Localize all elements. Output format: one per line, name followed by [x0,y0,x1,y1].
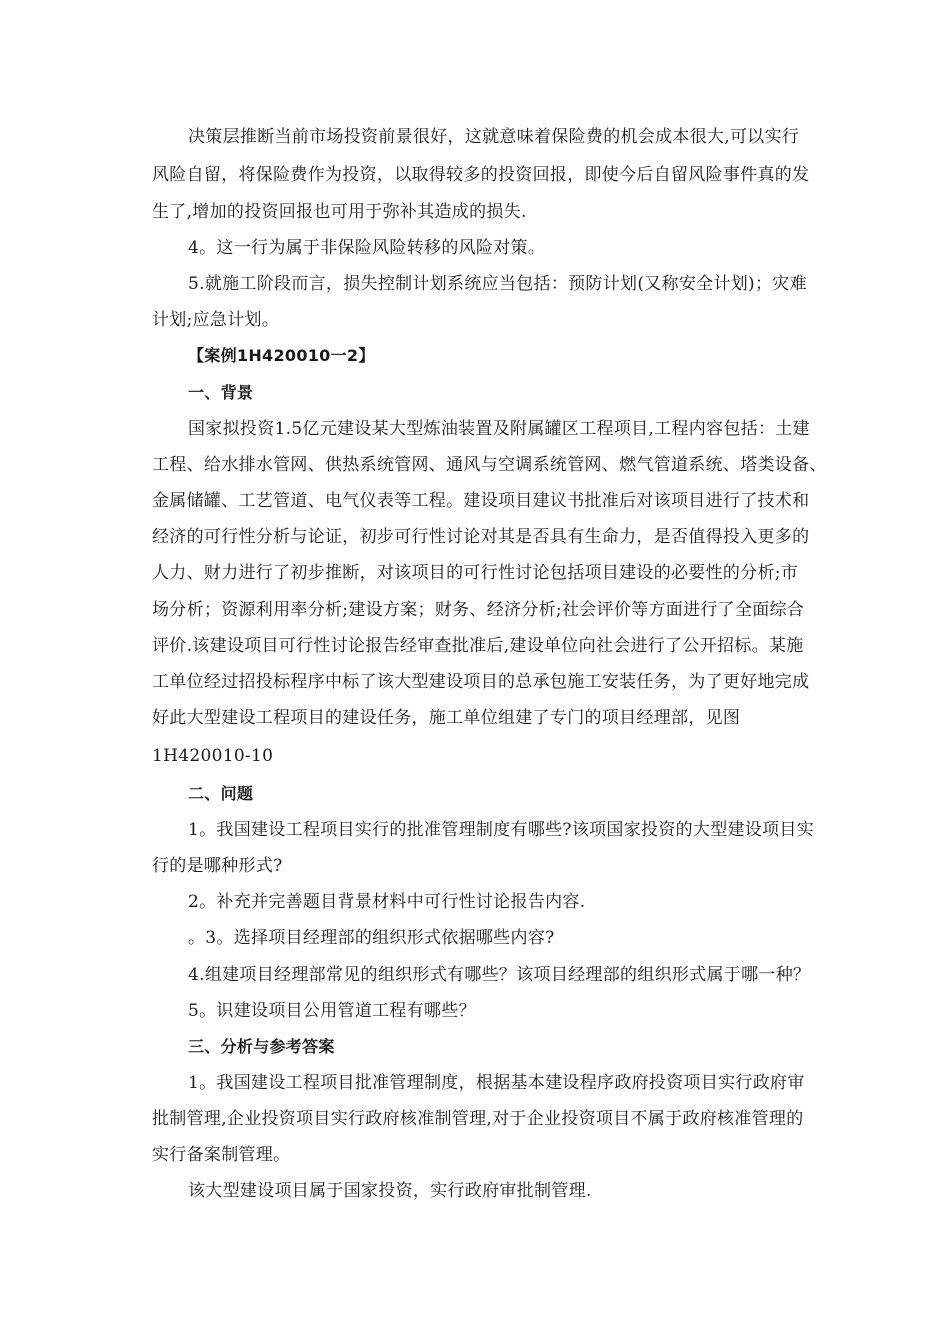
question-line: 行的是哪种形式? [152,856,283,876]
question-line: 5。识建设项目公用管道工程有哪些？ [188,1001,476,1021]
paragraph-line: 场分析；资源利用率分析;建设方案；财务、经济分析;社会评价等方面进行了全面综合 [152,600,805,620]
question-line: 1。我国建设工程项目实行的批准管理制度有哪些?该项国家投资的大型建设项目实 [188,820,815,840]
case-title: 【案例1H420010一2】 [188,346,375,365]
question-line: 4.组建项目经理部常见的组织形式有哪些？该项目经理部的组织形式属于哪一种？ [188,965,811,985]
answer-line: 1。我国建设工程项目批准管理制度，根据基本建设程序政府投资项目实行政府审 [188,1073,805,1093]
question-line: 2。补充并完善题目背景材料中可行性讨论报告内容. [188,892,586,912]
section-heading: 一、背景 [188,383,254,402]
paragraph-line: 国家拟投资1.5亿元建设某大型炼油装置及附属罐区工程项目,工程内容包括：土建 [188,419,810,439]
paragraph-line: 经济的可行性分析与论证，初步可行性讨论对其是否具有生命力，是否值得投入更多的 [152,527,810,547]
paragraph-line: 1H420010-10 [152,746,274,766]
paragraph-line: 工程、给水排水管网、供热系统管网、通风与空调系统管网、燃气管道系统、塔类设备、 [152,455,827,475]
answer-line: 批制管理,企业投资项目实行政府核准制管理,对于企业投资项目不属于政府核准管理的 [152,1109,804,1129]
paragraph-line: 好此大型建设工程项目的建设任务，施工单位组建了专门的项目经理部，见图 [152,708,741,728]
answer-line: 该大型建设项目属于国家投资，实行政府审批制管理. [188,1181,592,1201]
paragraph-line: 人力、财力进行了初步推断，对该项目的可行性讨论包括项目建设的必要性的分析;市 [152,563,799,583]
paragraph-line: 金属储罐、工艺管道、电气仪表等工程。建设项目建议书批准后对该项目进行了技术和 [152,491,810,511]
answer-line: 实行备案制管理。 [152,1145,291,1165]
paragraph-line: 决策层推断当前市场投资前景很好，这就意味着保险费的机会成本很大,可以实行 [188,127,800,147]
paragraph-line: 5.就施工阶段而言，损失控制计划系统应当包括：预防计划(又称安全计划)；灾难 [188,274,807,294]
section-heading: 二、问题 [188,784,254,803]
paragraph-line: 评价.该建设项目可行性讨论报告经审查批准后,建设单位向社会进行了公开招标。某施 [152,636,804,656]
paragraph-line: 风险自留，将保险费作为投资，以取得较多的投资回报，即使今后自留风险事件真的发 [152,165,810,185]
paragraph-line: 工单位经过招投标程序中标了该大型建设项目的总承包施工安装任务，为了更好地完成 [152,672,810,692]
section-heading: 三、分析与参考答案 [188,1037,335,1056]
question-line: 。3。选择项目经理部的组织形式依据哪些内容? [188,928,555,948]
paragraph-line: 生了,增加的投资回报也可用于弥补其造成的损失. [152,202,527,222]
paragraph-line: 计划;应急计划。 [152,310,280,330]
paragraph-line: 4。这一行为属于非保险风险转移的风险对策。 [188,238,546,258]
